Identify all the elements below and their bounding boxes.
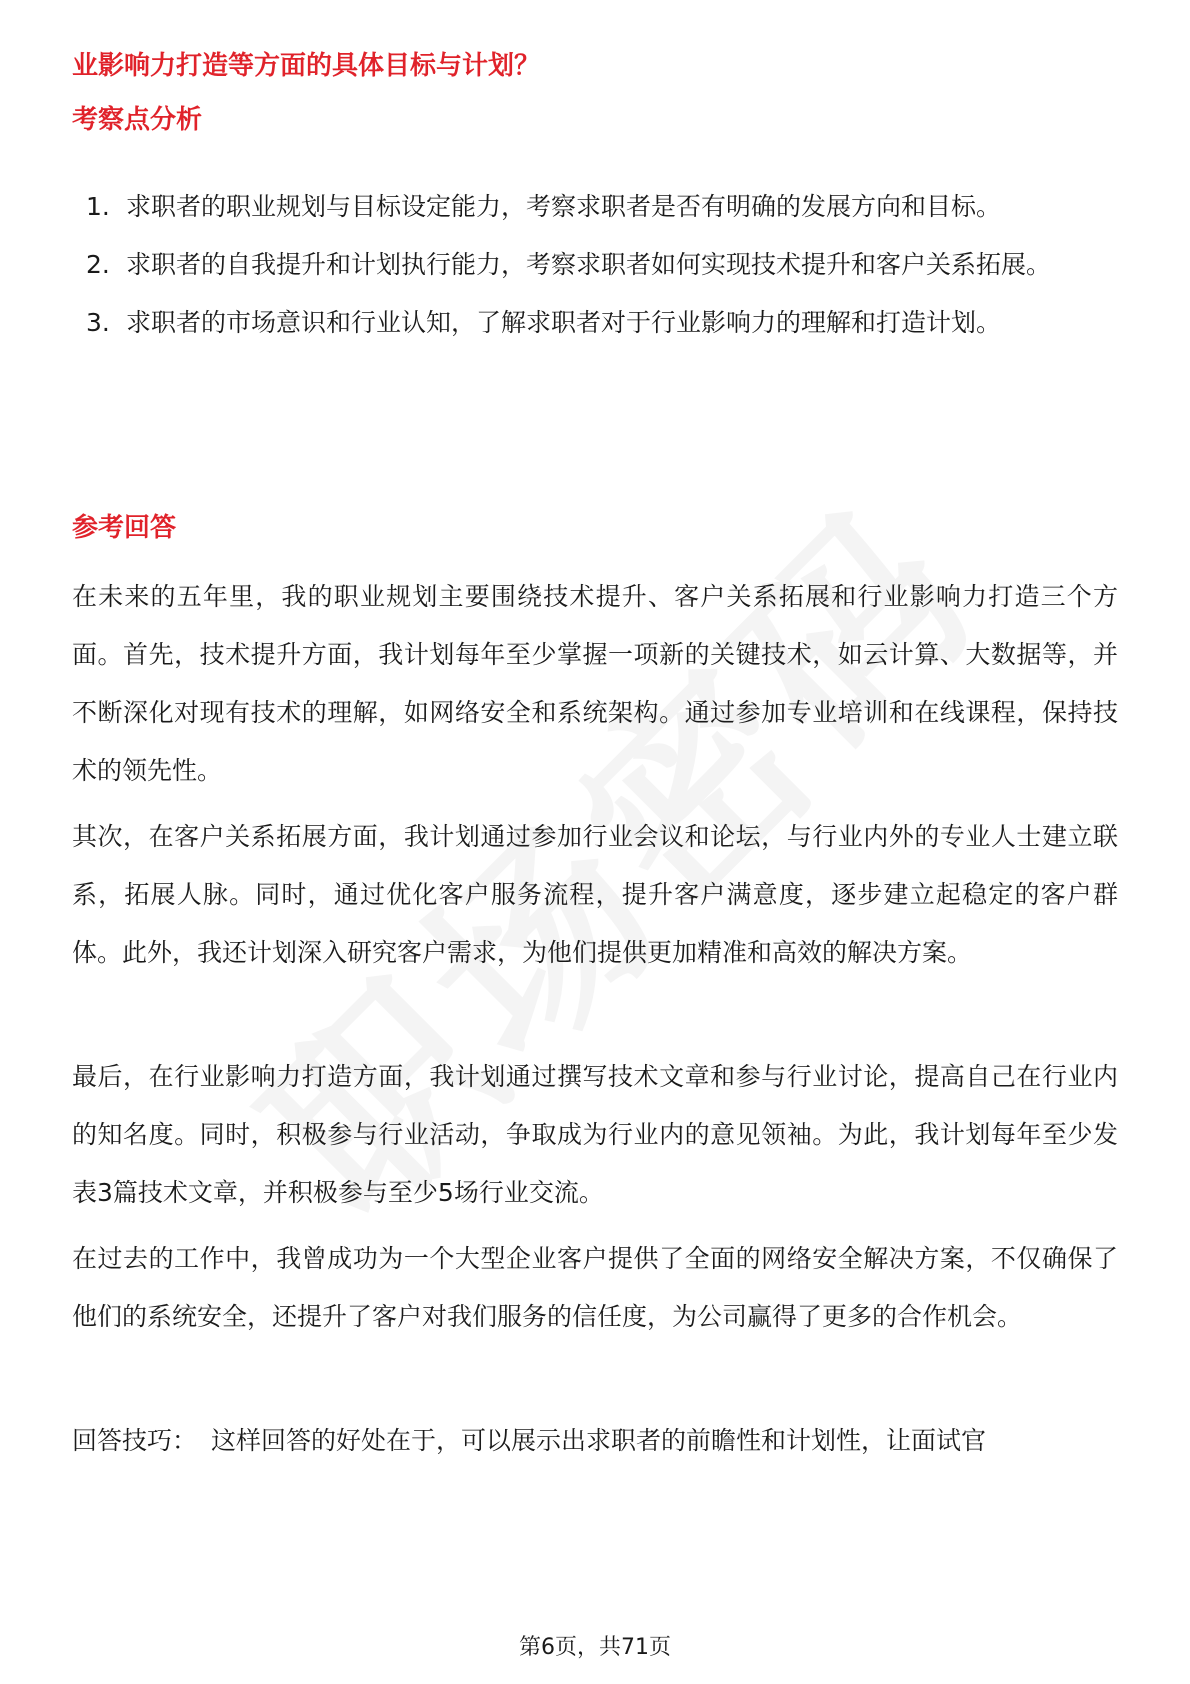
answer-paragraph: 在未来的五年里，我的职业规划主要围绕技术提升、客户关系拓展和行业影响力打造三个方面。首先，技术提升方面，我计划每年至少掌握一项新的关键技术，如云计算、大数据等，并不断深化对现有技术的理解，如网络安全和系统架构。通过参加专业培训和在线课程，保持技术的领先性。 bbox=[72, 582, 1118, 785]
answer-tip bbox=[72, 1412, 1118, 1470]
list-text: 求职者的自我提升和计划执行能力，考察求职者如何实现技术提升和客户关系拓展。 bbox=[126, 250, 1052, 279]
analysis-heading: 考察点分析 bbox=[72, 105, 203, 135]
list-item bbox=[72, 294, 1122, 352]
tip-text: 这样回答的好处在于，可以展示出求职者的前瞻性和计划性，让面试官 bbox=[211, 1426, 987, 1455]
analysis-list bbox=[72, 178, 1122, 352]
list-number: 2. bbox=[86, 250, 110, 279]
list-item bbox=[72, 236, 1122, 294]
answer-paragraph: 其次，在客户关系拓展方面，我计划通过参加行业会议和论坛，与行业内外的专业人士建立联系，拓展人脉。同时，通过优化客户服务流程，提升客户满意度，逐步建立起稳定的客户群体。此外，我还计划深入研究客户需求，为他们提供更加精准和高效的解决方案。 bbox=[72, 822, 1118, 967]
list-number: 3. bbox=[86, 308, 110, 337]
list-item bbox=[72, 178, 1122, 236]
page-number: 第6页，共71页 bbox=[519, 1635, 671, 1660]
list-text: 求职者的职业规划与目标设定能力，考察求职者是否有明确的发展方向和目标。 bbox=[126, 192, 1002, 221]
tip-label: 回答技巧： bbox=[72, 1426, 198, 1455]
list-number: 1. bbox=[86, 192, 110, 221]
answer-heading: 参考回答 bbox=[72, 513, 177, 543]
answer-paragraph: 最后，在行业影响力打造方面，我计划通过撰写技术文章和参与行业讨论，提高自己在行业内的知名度。同时，积极参与行业活动，争取成为行业内的意见领袖。为此，我计划每年至少发表3篇技术文章，并积极参与至少5场行业交流。 bbox=[72, 1062, 1118, 1207]
list-text: 求职者的市场意识和行业认知，了解求职者对于行业影响力的理解和打造计划。 bbox=[126, 308, 1002, 337]
answer-paragraph: 在过去的工作中，我曾成功为一个大型企业客户提供了全面的网络安全解决方案，不仅确保了他们的系统安全，还提升了客户对我们服务的信任度，为公司赢得了更多的合作机会。 bbox=[72, 1244, 1118, 1331]
question-title-tail: 业影响力打造等方面的具体目标与计划？ bbox=[72, 51, 541, 81]
